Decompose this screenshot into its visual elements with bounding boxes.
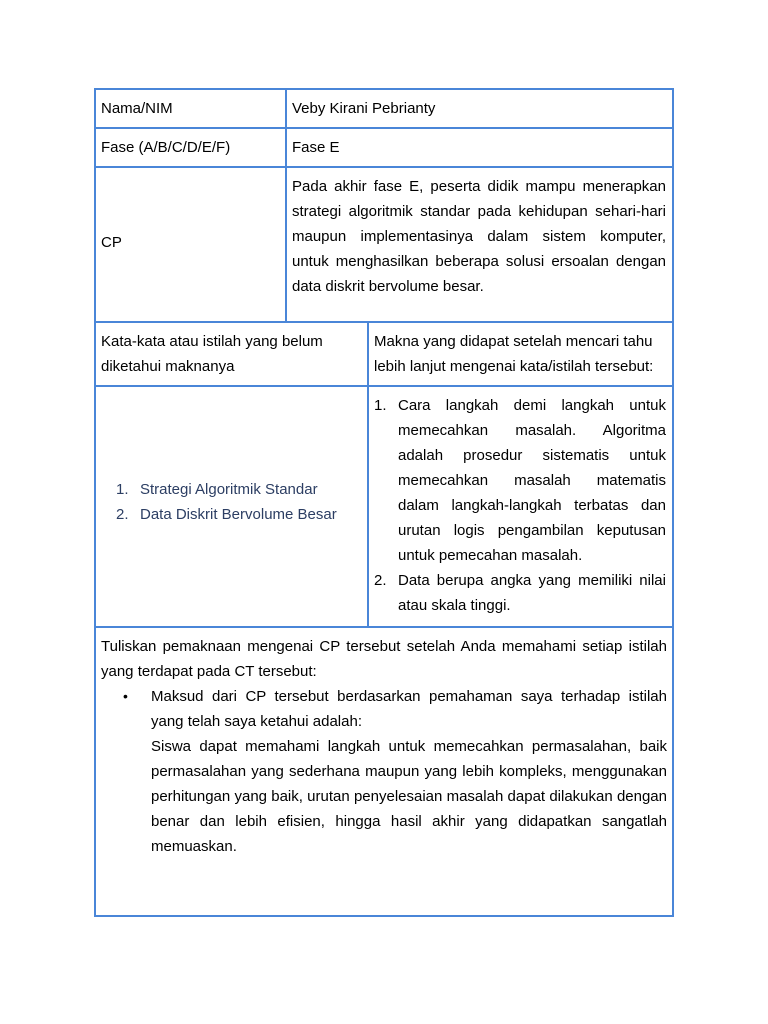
- meanings-list: [369, 387, 672, 626]
- meaning-number: 2.: [374, 572, 387, 589]
- value-nama-text: Veby Kirani Pebrianty: [292, 100, 436, 117]
- label-cp: [96, 168, 287, 321]
- header-terms-text: Kata-kata atau istilah yang belum diketahui maknanya: [101, 333, 323, 375]
- value-fase-text: Fase E: [292, 139, 340, 156]
- header-meanings-text: Makna yang didapat setelah mencari tahu lebih lanjut mengenai kata/istilah tersebut:: [374, 333, 654, 375]
- list-item: [374, 393, 666, 568]
- value-cp: [287, 168, 672, 321]
- row-cp: [96, 168, 672, 323]
- terms-list: [96, 387, 369, 626]
- summary-bullet: [101, 684, 667, 859]
- meaning-number: 1.: [374, 397, 387, 414]
- list-item: [116, 477, 361, 502]
- row-fase: [96, 129, 672, 168]
- label-nama-text: Nama/NIM: [101, 100, 173, 117]
- meaning-text: Data berupa angka yang memiliki nilai atau skala tinggi.: [398, 572, 666, 614]
- header-terms: [96, 323, 369, 385]
- summary-bullet-intro: Maksud dari CP tersebut berdasarkan pemahaman saya terhadap istilah yang telah saya ketahui adalah:: [151, 688, 667, 730]
- header-meanings: [369, 323, 672, 385]
- term-text: Data Diskrit Bervolume Besar: [140, 506, 337, 523]
- row-summary: [96, 628, 672, 915]
- cp-analysis-table: [94, 88, 674, 917]
- row-nama: [96, 90, 672, 129]
- value-nama: [287, 90, 672, 127]
- bullet-icon: •: [123, 688, 128, 704]
- list-item: [374, 568, 666, 618]
- summary-bullet-body: Siswa dapat memahami langkah untuk memecahkan permasalahan, baik permasalahan yang sederhana maupun yang lebih kompleks, menggunakan perhitungan yang baik, urutan penyelesaian masalah dapat dilakukan dengan benar dan lebih efisien, hingga hasil akhir yang didapatkan sangatlah memuaskan.: [151, 738, 667, 855]
- value-cp-text: Pada akhir fase E, peserta didik mampu menerapkan strategi algoritmik standar pada kehidupan sehari-hari maupun implementasinya dalam sistem komputer, untuk menghasilkan beberapa solusi ersoalan dengan data diskrit bervolume besar.: [292, 178, 666, 295]
- label-cp-text: CP: [101, 234, 122, 251]
- term-number: 1.: [116, 481, 129, 498]
- list-item: [116, 502, 361, 527]
- label-fase: [96, 129, 287, 166]
- row-terms: [96, 387, 672, 628]
- term-text: Strategi Algoritmik Standar: [140, 481, 318, 498]
- value-fase: [287, 129, 672, 166]
- summary-prompt: Tuliskan pemaknaan mengenai CP tersebut setelah Anda memahami setiap istilah yang terdapat pada CT tersebut:: [101, 638, 667, 680]
- label-fase-text: Fase (A/B/C/D/E/F): [101, 139, 231, 156]
- label-nama: [96, 90, 287, 127]
- row-headers: [96, 323, 672, 387]
- summary-cell: [96, 628, 672, 915]
- term-number: 2.: [116, 506, 129, 523]
- meaning-text: Cara langkah demi langkah untuk memecahkan masalah. Algoritma adalah prosedur sistematis untuk memecahkan masalah matematis dalam langkah-langkah terbatas dan urutan logis pengambilan keputusan untuk pemecahan masalah.: [398, 397, 666, 564]
